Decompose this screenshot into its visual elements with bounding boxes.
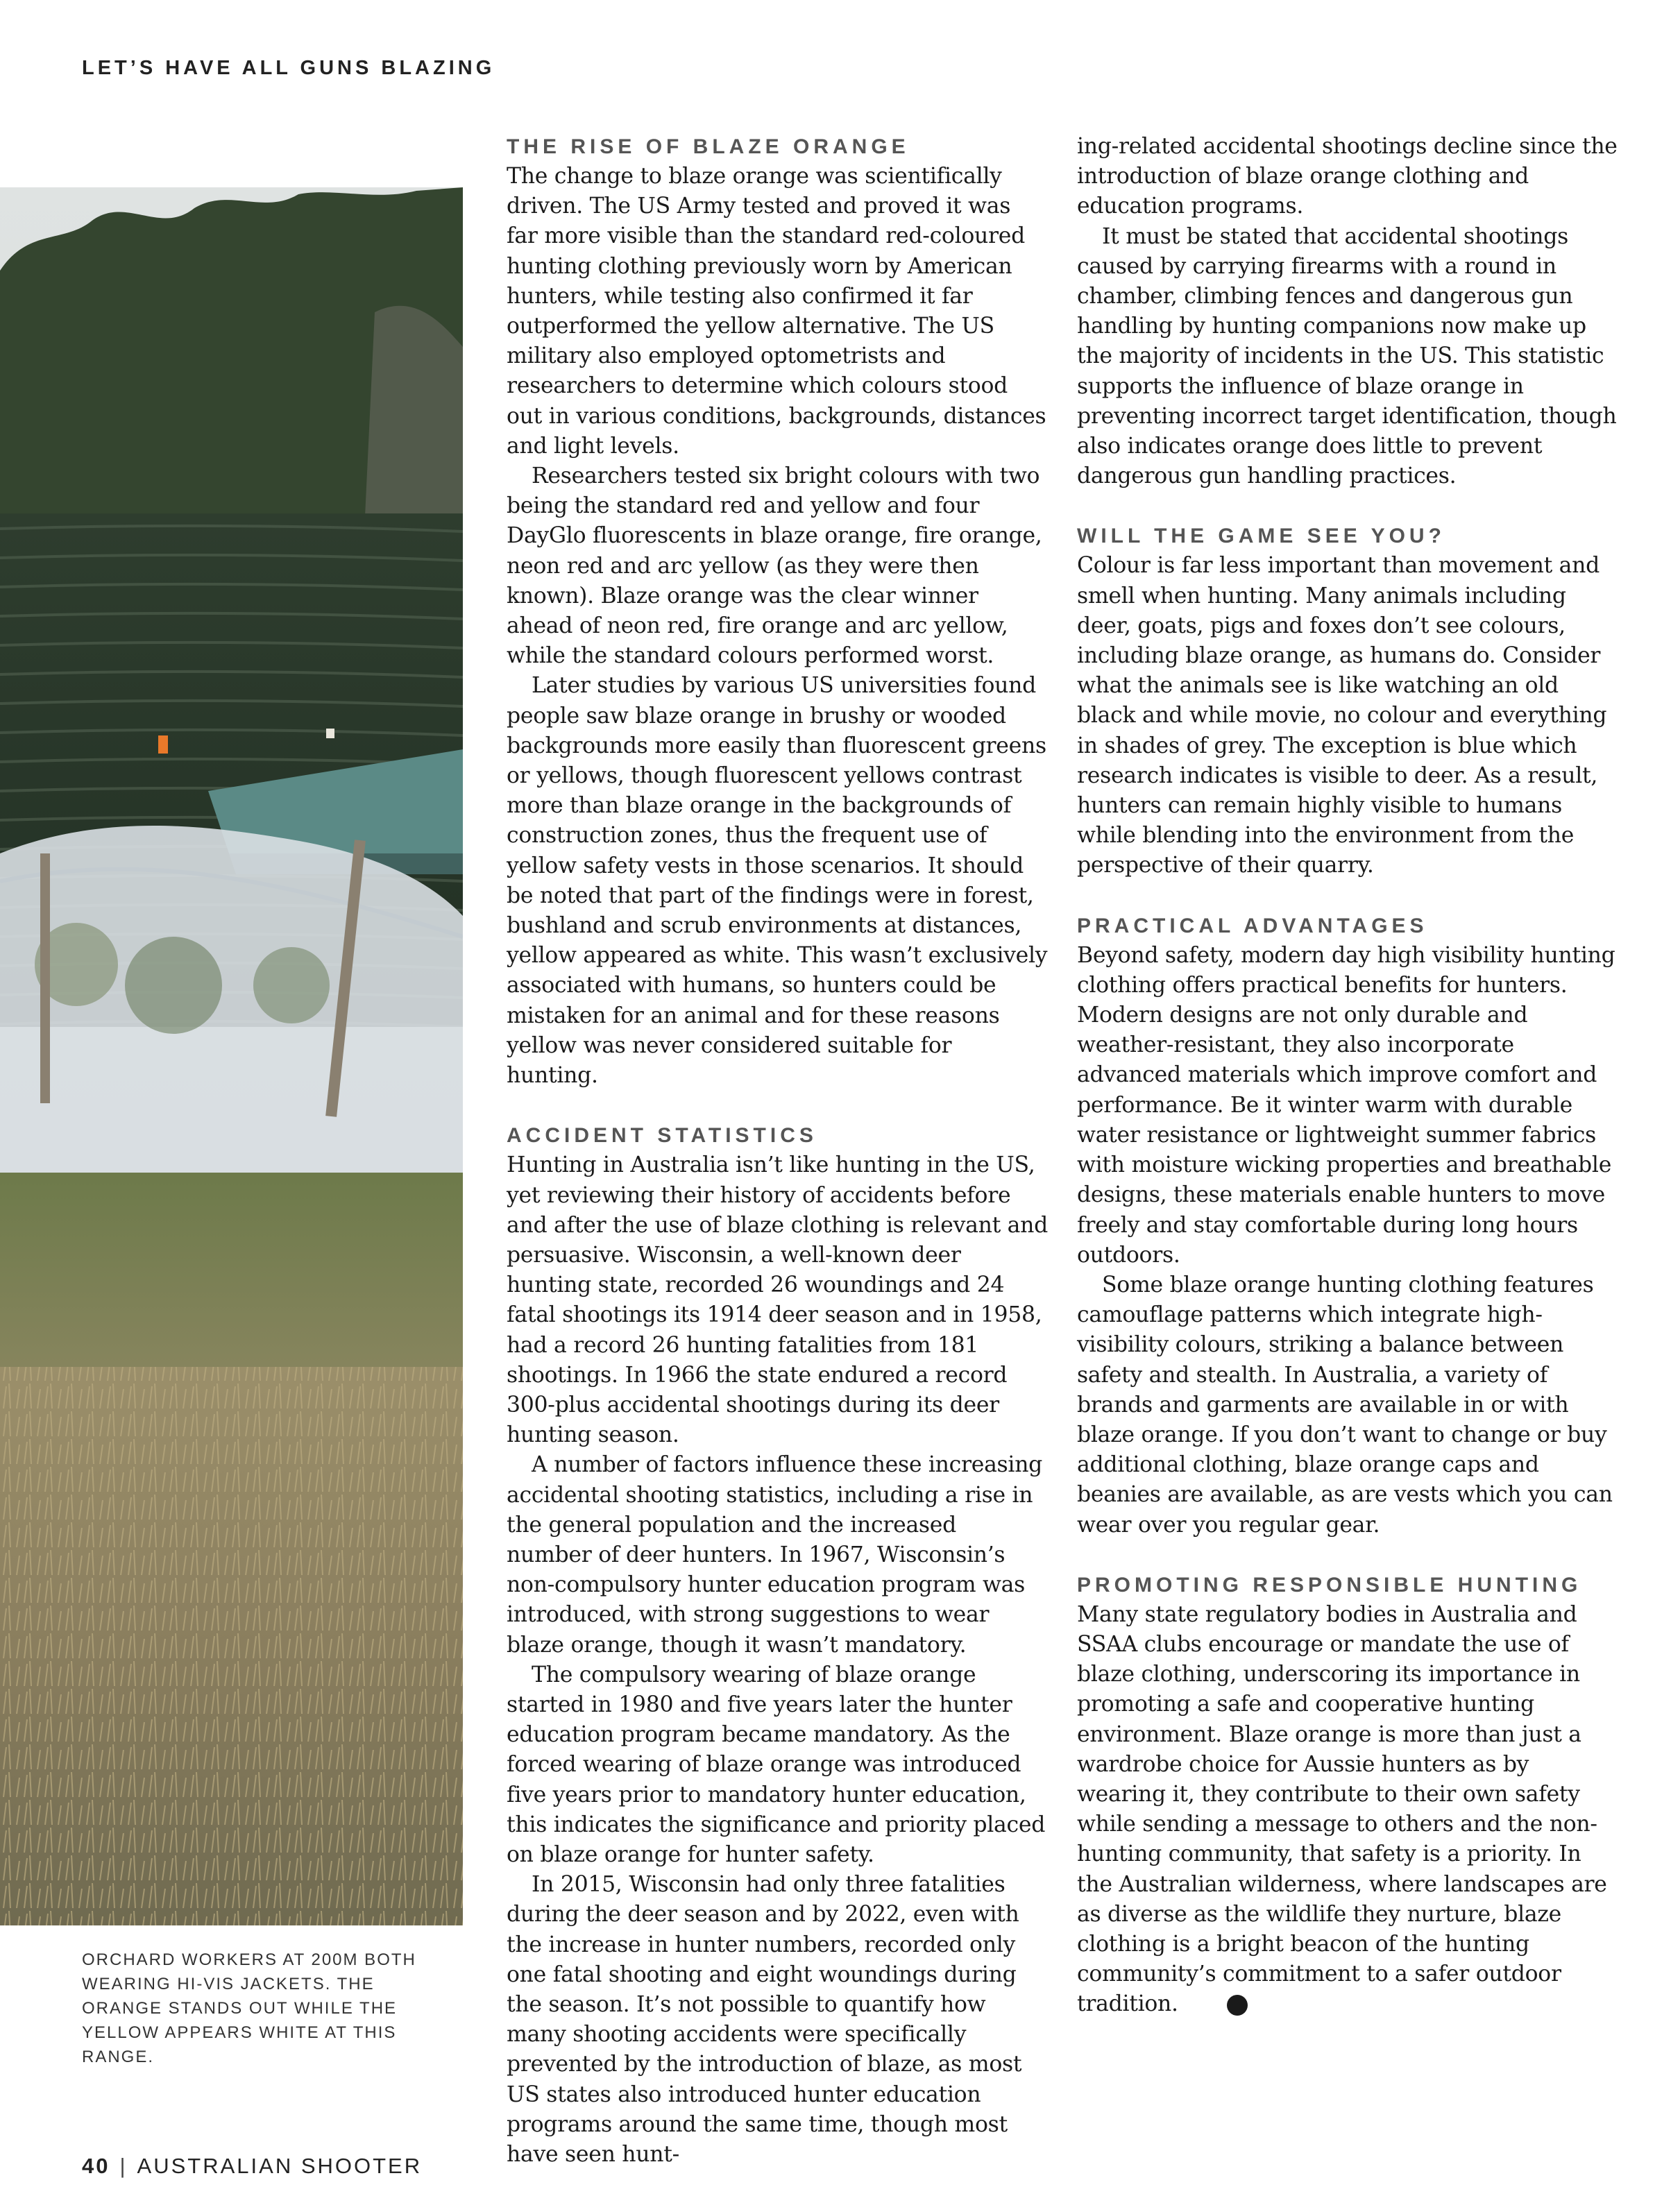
paragraph: In 2015, Wisconsin had only three fatalities during the deer season and by 2022, even with the increase in hunter numbers, recorded only one fatal shooting and eight woundings during the season. It’s not possible to quantify how many shooting accidents were specifically prevented by the introduction of blaze, as most US states also introduced hunter education programs around the same time, though most have seen hunt-: [507, 1872, 1022, 2167]
paragraph: It must be stated that accidental shootings caused by carrying firearms with a round in chamber, climbing fences and dangerous gun handling by hunting companions now make up the majority of incidents in the US. This statistic supports the influence of blaze orange in preventing incorrect target identification, though also indicates orange does little to prevent dangerous gun handling practices.: [1077, 223, 1617, 489]
page-number: 40: [82, 2154, 110, 2178]
paragraph: [1077, 1600, 1618, 2020]
article-column-1: [507, 132, 1048, 2170]
heading-will-the-game-see-you: WILL THE GAME SEE YOU?: [1077, 525, 1445, 548]
paragraph: The compulsory wearing of blaze orange started in 1980 and five years later the hunter education program became mandatory. As the forced wearing of blaze orange was introduced five years prior to mandatory hunter education, this indicates the significance and priority placed on blaze orange for hunter safety.: [507, 1662, 1046, 1867]
footer-separator: |: [119, 2154, 128, 2178]
paragraph: Later studies by various US universities found people saw blaze orange in brushy or wooded backgrounds more easily than fluorescent greens or yellows, though fluorescent yellows contrast more than blaze orange in the backgrounds of construction zones, thus the frequent use of yellow safety vests in those scenarios. It should be noted that part of the findings were in forest, bushland and scrub environments at distances, yellow appeared as white. This wasn’t exclusively associated with humans, so hunters could be mistaken for an animal and for these reasons yellow was never considered suitable for hunting.: [507, 673, 1048, 1089]
heading-accident-statistics: ACCIDENT STATISTICS: [507, 1124, 817, 1148]
paragraph: Beyond safety, modern day high visibility hunting clothing offers practical benefits for hunters. Modern designs are not only durable and weather-resistant, they also incorporate advanced materials which improve comfort and performance. Be it winter warm with durable water resistance or lightweight summer fabrics with moisture wicking properties and breathable designs, these materials enable hunters to move freely and stay comfortable during long hours outdoors.: [1077, 942, 1615, 1268]
paragraph: A number of factors influence these increasing accidental shooting statistics, including a rise in the general population and the increased number of deer hunters. In 1967, Wisconsin’s non-compulsory hunter education program was introduced, with strong suggestions to wear blaze orange, though it wasn’t mandatory.: [507, 1452, 1043, 1658]
end-of-article-icon: [1227, 1995, 1248, 2016]
heading-practical-advantages: PRACTICAL ADVANTAGES: [1077, 914, 1428, 937]
paragraph-text: Many state regulatory bodies in Australia and SSAA clubs encourage or mandate the use of blaze clothing, underscoring its importance in promoting a safe and cooperative hunting environment. Blaze orange is more than just a wardrobe choice for Aussie hunters as by wearing it, they contribute to their own safety while sending a message to others and the non-hunting community, that safety is a priority. In the Australian wilderness, where landscapes are as diverse as the wildlife they nurture, blaze clothing is a bright beacon of the hunting community’s commitment to a safer outdoor tradition.: [1077, 1601, 1607, 2017]
magazine-name: AUSTRALIAN SHOOTER: [137, 2154, 423, 2178]
paragraph: ing-related accidental shootings decline since the introduction of blaze orange clothing and education programs.: [1077, 134, 1618, 219]
paragraph: The change to blaze orange was scientifically driven. The US Army tested and proved it was far more visible than the standard red-coloured hunting clothing previously worn by American hunters, while testing also confirmed it far outperformed the yellow alternative. The US military also employed optometrists and researchers to determine which colours stood out in various conditions, backgrounds, distances and light levels.: [507, 164, 1046, 459]
photo-caption: ORCHARD WORKERS AT 200M BOTH WEARING HI-VIS JACKETS. THE ORANGE STANDS OUT WHILE THE YELLOW APPEARS WHITE AT THIS RANGE.: [82, 1950, 416, 2066]
paragraph: Hunting in Australia isn’t like hunting in the US, yet reviewing their history of accidents before and after the use of blaze clothing is relevant and persuasive. Wisconsin, a well-known deer hunting state, recorded 26 woundings and 24 fatal shootings its 1914 deer season and in 1958, had a record 26 hunting fatalities from 181 shootings. In 1966 the state endured a record 300-plus accidental shootings during its deer hunting season.: [507, 1152, 1048, 1448]
running-header: LET’S HAVE ALL GUNS BLAZING: [82, 57, 495, 79]
orchard-photo: [0, 187, 463, 1925]
heading-rise-of-blaze-orange: THE RISE OF BLAZE ORANGE: [507, 135, 910, 158]
page-footer: [82, 2154, 422, 2179]
heading-promoting-responsible-hunting: PROMOTING RESPONSIBLE HUNTING: [1077, 1573, 1582, 1597]
article-column-2: [1077, 132, 1618, 2020]
paragraph: Colour is far less important than movement and smell when hunting. Many animals including deer, goats, pigs and foxes don’t see colours, including blaze orange, as humans do. Consider what the animals see is like watching an old black and while movie, no colour and everything in shades of grey. The exception is blue which research indicates is visible to deer. As a result, hunters can remain highly visible to humans while blending into the environment from the perspective of their quarry.: [1077, 553, 1607, 878]
paragraph: Some blaze orange hunting clothing features camouflage patterns which integrate high-visibility colours, striking a balance between safety and stealth. In Australia, a variety of brands and garments are available in or with blaze orange. If you don’t want to change or buy additional clothing, blaze orange caps and beanies are available, as are vests which you can wear over you regular gear.: [1077, 1272, 1613, 1538]
paragraph: Researchers tested six bright colours with two being the standard red and yellow and four DayGlo fluorescents in blaze orange, fire orange, neon red and arc yellow (as they were then known). Blaze orange was the clear winner ahead of neon red, fire orange and arc yellow, while the standard colours performed worst.: [507, 463, 1042, 669]
